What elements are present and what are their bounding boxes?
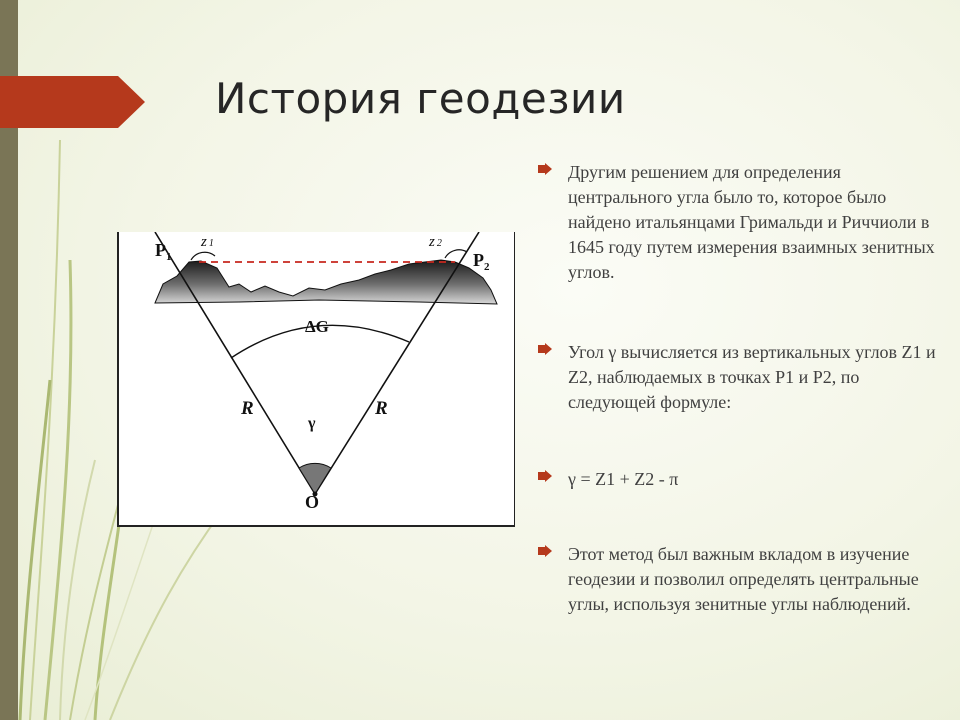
bullet-text: Этот метод был важным вкладом в изучение геодезии и позволил определять центральные углы, используя зенитные углы наблюдений. xyxy=(568,544,919,614)
label-p2: $P_2$ xyxy=(473,250,490,273)
title-accent-shape xyxy=(0,76,145,128)
bullet-item xyxy=(538,542,938,617)
bullet-item xyxy=(538,340,938,415)
gamma-sector xyxy=(299,463,331,494)
terrain-shape xyxy=(155,260,497,304)
label-z2: z 2 xyxy=(429,234,442,250)
label-delta-g: ΔG xyxy=(305,317,329,336)
label-z1: z 1 xyxy=(201,234,214,250)
radius-left xyxy=(155,232,315,494)
slide-title: История геодезии xyxy=(215,74,626,123)
arrow-bullet-icon xyxy=(538,470,552,482)
bullet-text: Другим решением для определения центрального угла было то, которое было найдено итальянцами Гримальди и Риччиоли в 1645 году путем измерения взаимных зенитных углов. xyxy=(568,162,935,282)
bullet-item xyxy=(538,467,678,492)
label-r-left: R xyxy=(241,398,254,419)
z1-arc xyxy=(191,252,215,260)
label-p1: $P_1$ xyxy=(155,240,172,263)
label-r-right: R xyxy=(375,398,388,419)
bullet-text: Угол γ вычисляется из вертикальных углов Z1 и Z2, наблюдаемых в точках P1 и P2, по следующей формуле: xyxy=(568,342,936,412)
geodesy-diagram xyxy=(117,232,515,527)
arrow-bullet-icon xyxy=(538,545,552,557)
bullet-item xyxy=(538,160,938,285)
arrow-bullet-icon xyxy=(538,343,552,355)
label-gamma: γ xyxy=(308,415,316,432)
bullet-text: γ = Z1 + Z2 - π xyxy=(568,469,679,489)
label-center-o: O xyxy=(305,492,320,512)
arrow-bullet-icon xyxy=(538,163,552,175)
